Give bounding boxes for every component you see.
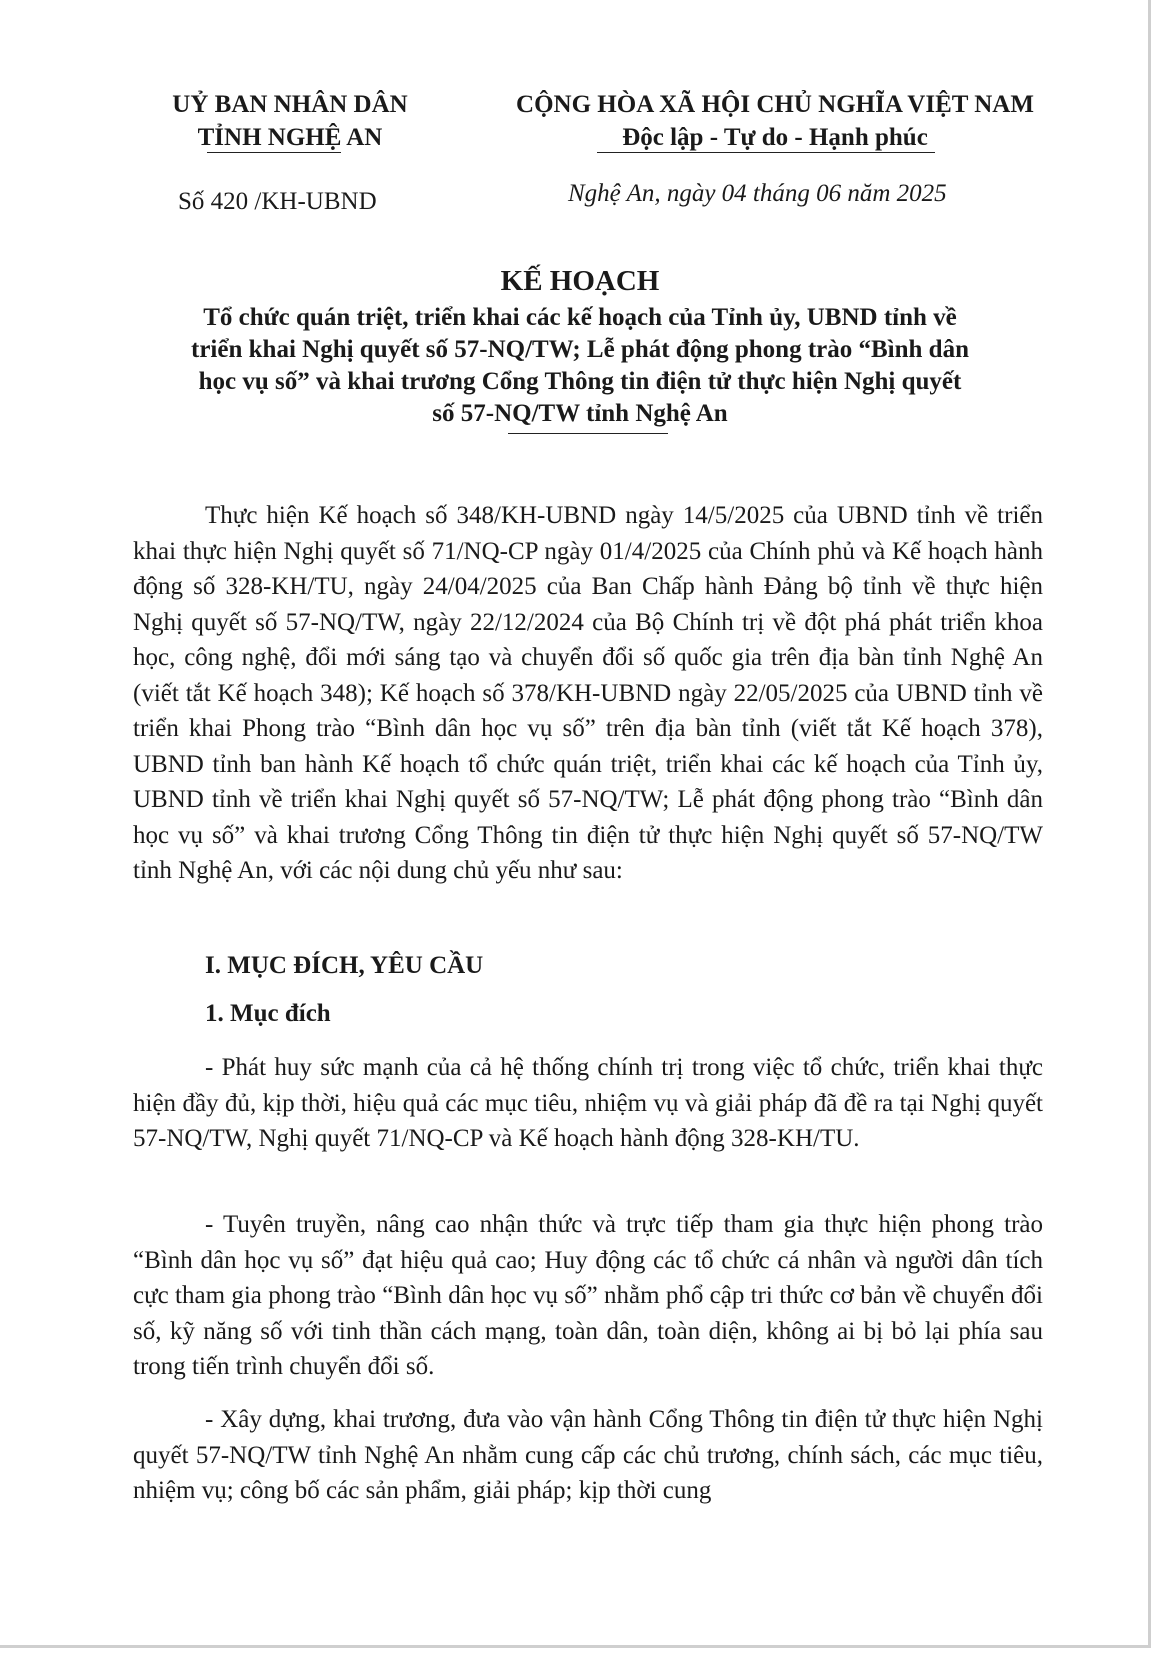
document-number: Số 420 /KH-UBND [178, 188, 377, 215]
intro-paragraph: Thực hiện Kế hoạch số 348/KH-UBND ngày 14/5/2025 của UBND tỉnh về triển khai thực hiện Nghị quyết số 71/NQ-CP ngày 01/4/2025 của Chính phủ và Kế hoạch hành động số 328-KH/TU, ngày 24/04/2025 của Ban Chấp hành Đảng bộ tỉnh về thực hiện Nghị quyết số 57-NQ/TW, ngày 22/12/2024 của Bộ Chính trị về đột phá phát triển khoa học, công nghệ, đổi mới sáng tạo và chuyển đổi số quốc gia trên địa bàn tỉnh Nghệ An (viết tắt Kế hoạch 348); Kế hoạch số 378/KH-UBND ngày 22/05/2025 của UBND tỉnh về triển khai Phong trào “Bình dân học vụ số” trên địa bàn tỉnh (viết tắt Kế hoạch 378), UBND tỉnh ban hành Kế hoạch tổ chức quán triệt, triển khai các kế hoạch của Tỉnh ủy, UBND tỉnh về triển khai Nghị quyết số 57-NQ/TW; Lễ phát động phong trào “Bình dân học vụ số” và khai trương Cổng Thông tin điện tử thực hiện Nghị quyết số 57-NQ/TW tỉnh Nghệ An, với các nội dung chủ yếu như sau: [133, 502, 1043, 884]
paragraph-purpose-3: - Xây dựng, khai trương, đưa vào vận hành Cổng Thông tin điện tử thực hiện Nghị quyết 57-NQ/TW tỉnh Nghệ An nhằm cung cấp các chủ trương, chính sách, các mục tiêu, nhiệm vụ; công bố các sản phẩm, giải pháp; kịp thời cung [133, 1406, 1043, 1504]
paragraph-purpose-2: - Tuyên truyền, nâng cao nhận thức và trực tiếp tham gia thực hiện phong trào “Bình dân học vụ số” đạt hiệu quả cao; Huy động các tổ chức cá nhân và người dân tích cực tham gia phong trào “Bình dân học vụ số” nhằm phổ cập tri thức cơ bản về chuyển đổi số, kỹ năng số với tinh thần cách mạng, toàn dân, toàn diện, không ai bị bỏ lại phía sau trong tiến trình chuyển đổi số. [133, 1211, 1043, 1380]
document-title: KẾ HOẠCH [500, 265, 660, 297]
subtitle-line-3: học vụ số” và khai trương Cổng Thông tin điện tử thực hiện Nghị quyết [198, 368, 962, 395]
section-heading: I. MỤC ĐÍCH, YÊU CẦU [205, 952, 484, 979]
subtitle-line-1: Tổ chức quán triệt, triển khai các kế hoạch của Tỉnh ủy, UBND tỉnh về [203, 304, 957, 331]
national-title-line-1: CỘNG HÒA XÃ HỘI CHỦ NGHĨA VIỆT NAM [516, 91, 1034, 118]
paragraph-purpose-1: - Phát huy sức mạnh của cả hệ thống chính trị trong việc tổ chức, triển khai thực hiện đầy đủ, kịp thời, hiệu quả các mục tiêu, nhiệm vụ và giải pháp đã đề ra tại Nghị quyết 57-NQ/TW, Nghị quyết 71/NQ-CP và Kế hoạch hành động 328-KH/TU. [133, 1054, 1043, 1152]
authority-line-2: TỈNH NGHỆ AN [197, 124, 383, 151]
document-date: Nghệ An, ngày 04 tháng 06 năm 2025 [568, 180, 947, 207]
motto-underline [597, 152, 935, 153]
national-title [475, 88, 1075, 154]
subtitle-line-4: số 57-NQ/TW tỉnh Nghệ An [432, 400, 728, 427]
authority-underline [207, 152, 341, 153]
issuing-authority [145, 88, 435, 154]
document-subtitle [130, 302, 1030, 430]
subtitle-underline [508, 433, 668, 434]
authority-line-1: UỶ BAN NHÂN DÂN [172, 91, 408, 118]
national-motto: Độc lập - Tự do - Hạnh phúc [622, 124, 928, 151]
subsection-heading: 1. Mục đích [205, 1000, 331, 1027]
subtitle-line-2: triển khai Nghị quyết số 57-NQ/TW; Lễ phát động phong trào “Bình dân [191, 336, 969, 363]
